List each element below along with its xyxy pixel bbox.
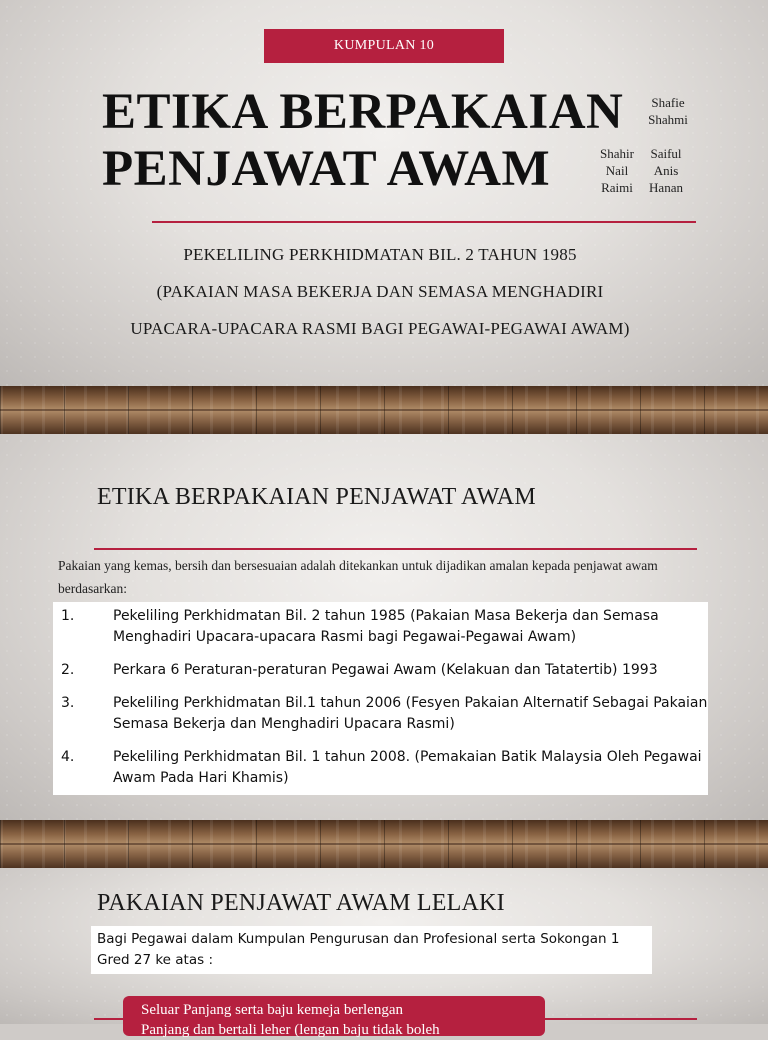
callout-line: Seluar Panjang serta baju kemeja berlengan <box>141 1002 403 1018</box>
title-line-2: PENJAWAT AWAM <box>102 141 551 197</box>
item-number: 3. <box>61 695 75 711</box>
member-name: Raimi <box>601 180 633 195</box>
wood-floor-divider <box>0 386 768 434</box>
item-text: Pekeliling Perkhidmatan Bil. 1 tahun 2008. (Pemakaian Batik Malaysia Oleh Pegawai Awam Pada Hari Khamis) <box>113 749 702 786</box>
item-number: 4. <box>61 749 75 765</box>
member-names-right <box>641 145 691 196</box>
attire-callout <box>123 996 545 1036</box>
item-text: Pekeliling Perkhidmatan Bil.1 tahun 2006 (Fesyen Pakaian Alternatif Sebagai Pakaian Semasa Bekerja dan Menghadiri Upacara Rasmi) <box>113 695 708 732</box>
item-number: 1. <box>61 608 75 624</box>
ethics-slide <box>0 434 768 820</box>
member-name: Anis <box>653 163 679 178</box>
member-names-left <box>592 145 642 196</box>
group-badge: KUMPULAN 10 <box>264 29 504 63</box>
item-text: Pekeliling Perkhidmatan Bil. 2 tahun 1985 (Pakaian Masa Bekerja dan Semasa Menghadiri Upacara-upacara Rasmi bagi Pegawai-Pegawai Awam) <box>113 608 659 645</box>
member-name: Hanan <box>649 180 683 195</box>
subtitle <box>80 236 680 347</box>
eligibility-note: Bagi Pegawai dalam Kumpulan Pengurusan dan Profesional serta Sokongan 1 Gred 27 ke atas : <box>91 926 652 974</box>
divider <box>152 221 696 223</box>
subtitle-line: (PAKAIAN MASA BEKERJA DAN SEMASA MENGHADIRI <box>156 282 604 301</box>
member-names-top <box>643 94 693 128</box>
slide-heading: PAKAIAN PENJAWAT AWAM LELAKI <box>97 890 505 916</box>
intro-text: Pakaian yang kemas, bersih dan bersesuaian adalah ditekankan untuk dijadikan amalan kepada penjawat awam berdasarkan: <box>58 558 658 596</box>
subtitle-line: UPACARA-UPACARA RASMI BAGI PEGAWAI-PEGAWAI AWAM) <box>130 319 630 338</box>
divider <box>94 548 697 550</box>
male-attire-slide <box>0 868 768 1038</box>
member-name: Shahmi <box>648 112 688 127</box>
member-name: Saiful <box>650 146 682 161</box>
item-number: 2. <box>61 662 75 678</box>
slide-heading: ETIKA BERPAKAIAN PENJAWAT AWAM <box>97 484 536 510</box>
item-text: Perkara 6 Peraturan-peraturan Pegawai Awam (Kelakuan dan Tatatertib) 1993 <box>113 662 658 678</box>
member-name: Shahir <box>600 146 634 161</box>
title-slide <box>0 0 768 386</box>
subtitle-line: PEKELILING PERKHIDMATAN BIL. 2 TAHUN 1985 <box>183 245 577 264</box>
member-name: Shafie <box>651 95 685 110</box>
callout-line: Panjang dan bertali leher (lengan baju tidak boleh <box>141 1022 440 1038</box>
wood-floor-divider <box>0 820 768 868</box>
title-line-1: ETIKA BERPAKAIAN <box>102 84 624 140</box>
reference-list <box>53 602 708 795</box>
page-title <box>102 84 642 198</box>
member-name: Nail <box>605 163 629 178</box>
